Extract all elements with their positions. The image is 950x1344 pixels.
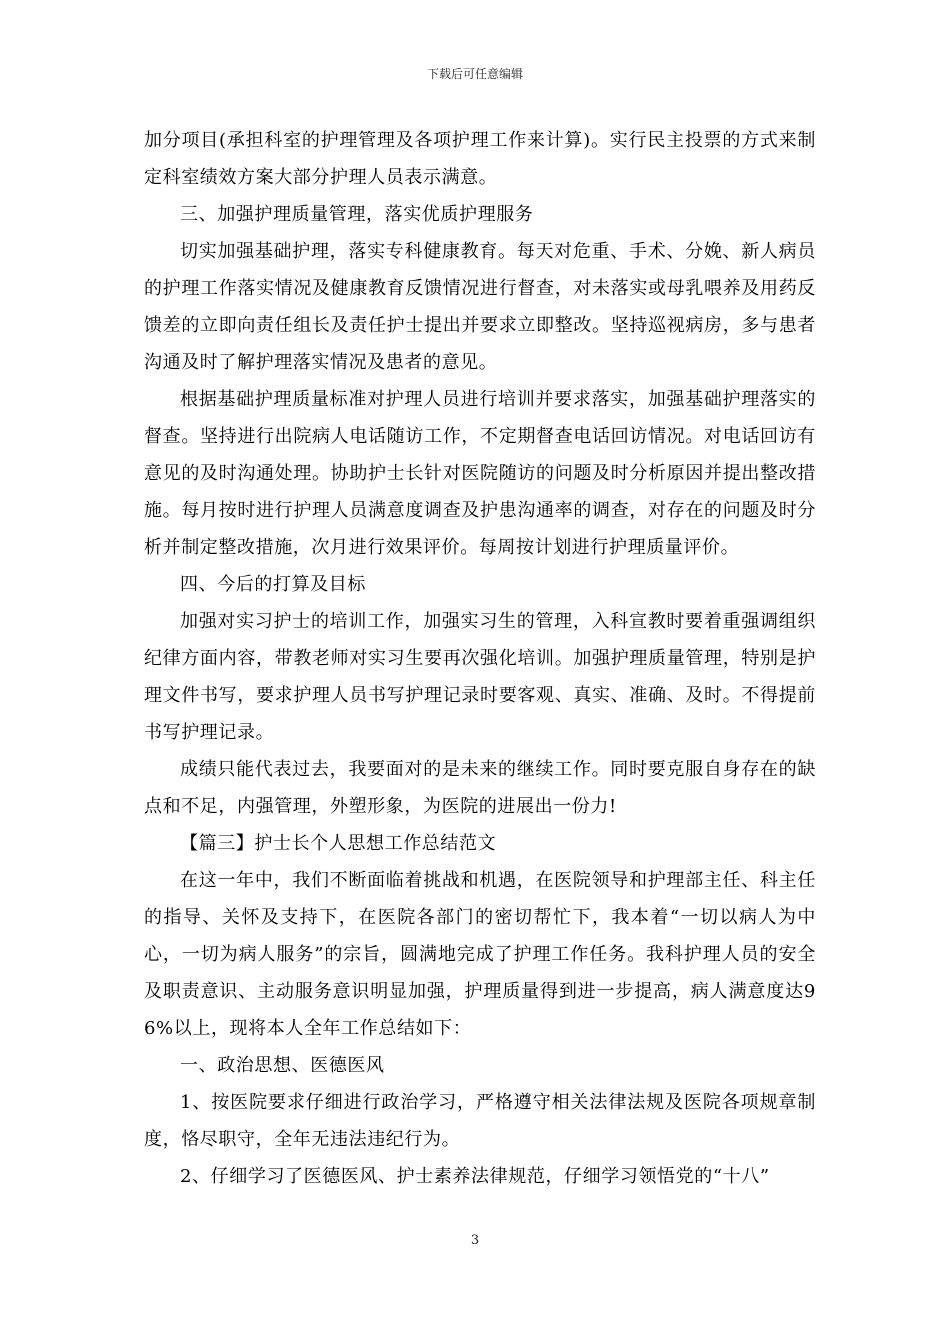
section-heading: 四、今后的打算及目标 — [180, 574, 366, 595]
paragraph: 切实加强基础护理，落实专科健康教育。每天对危重、手术、分娩、新人病员的护理工作落实情况及健康教育反馈情况进行督查，对未落实或母乳喂养及用药反馈差的立即向责任组长及责任护士提出并要求立即整改。坚持巡视病房，多与患者沟通及时了解护理落实情况及患者的意见。 — [144, 241, 816, 373]
document-body — [144, 122, 816, 1195]
paragraph: 2、仔细学习了医德医风、护士素养法律规范，仔细学习领悟党的“十八” — [180, 1166, 770, 1187]
paragraph: 加分项目(承担科室的护理管理及各项护理工作来计算)。实行民主投票的方式来制定科室绩效方案大部分护理人员表示满意。 — [144, 130, 816, 188]
header-note: 下载后可任意编辑 — [426, 67, 523, 81]
paragraph: 1、按医院要求仔细进行政治学习，严格遵守相关法律法规及医院各项规章制度，恪尽职守，全年无违法违纪行为。 — [144, 1092, 816, 1150]
page-number: 3 — [470, 1233, 480, 1248]
paragraph: 根据基础护理质量标准对护理人员进行培训并要求落实，加强基础护理落实的督查。坚持进行出院病人电话随访工作，不定期督查电话回访情况。对电话回访有意见的及时沟通处理。协助护士长针对医院随访的问题及时分析原因并提出整改措施。每月按时进行护理人员满意度调查及护患沟通率的调查，对存在的问题及时分析并制定整改措施，次月进行效果评价。每周按计划进行护理质量评价。 — [144, 389, 816, 558]
section-heading: 三、加强护理质量管理，落实优质护理服务 — [180, 204, 534, 225]
paragraph: 在这一年中，我们不断面临着挑战和机遇，在医院领导和护理部主任、科主任的指导、关怀及支持下，在医院各部门的密切帮忙下，我本着“一切以病人为中心，一切为病人服务”的宗旨，圆满地完成了护理工作任务。我科护理人员的安全及职责意识、主动服务意识明显加强，护理质量得到进一步提高，病人满意度达96%以上，现将本人全年工作总结如下： — [144, 870, 816, 1039]
section-heading: 一、政治思想、医德医风 — [180, 1055, 385, 1076]
paragraph: 成绩只能代表过去，我要面对的是未来的继续工作。同时要克服自身存在的缺点和不足，内强管理，外塑形象，为医院的进展出一份力! — [144, 759, 816, 817]
paragraph: 加强对实习护士的培训工作，加强实习生的管理，入科宣教时要着重强调组织纪律方面内容，带教老师对实习生要再次强化培训。加强护理质量管理，特别是护理文件书写，要求护理人员书写护理记录时要客观、真实、准确、及时。不得提前书写护理记录。 — [144, 611, 816, 743]
article-title: 【篇三】护士长个人思想工作总结范文 — [180, 833, 497, 854]
